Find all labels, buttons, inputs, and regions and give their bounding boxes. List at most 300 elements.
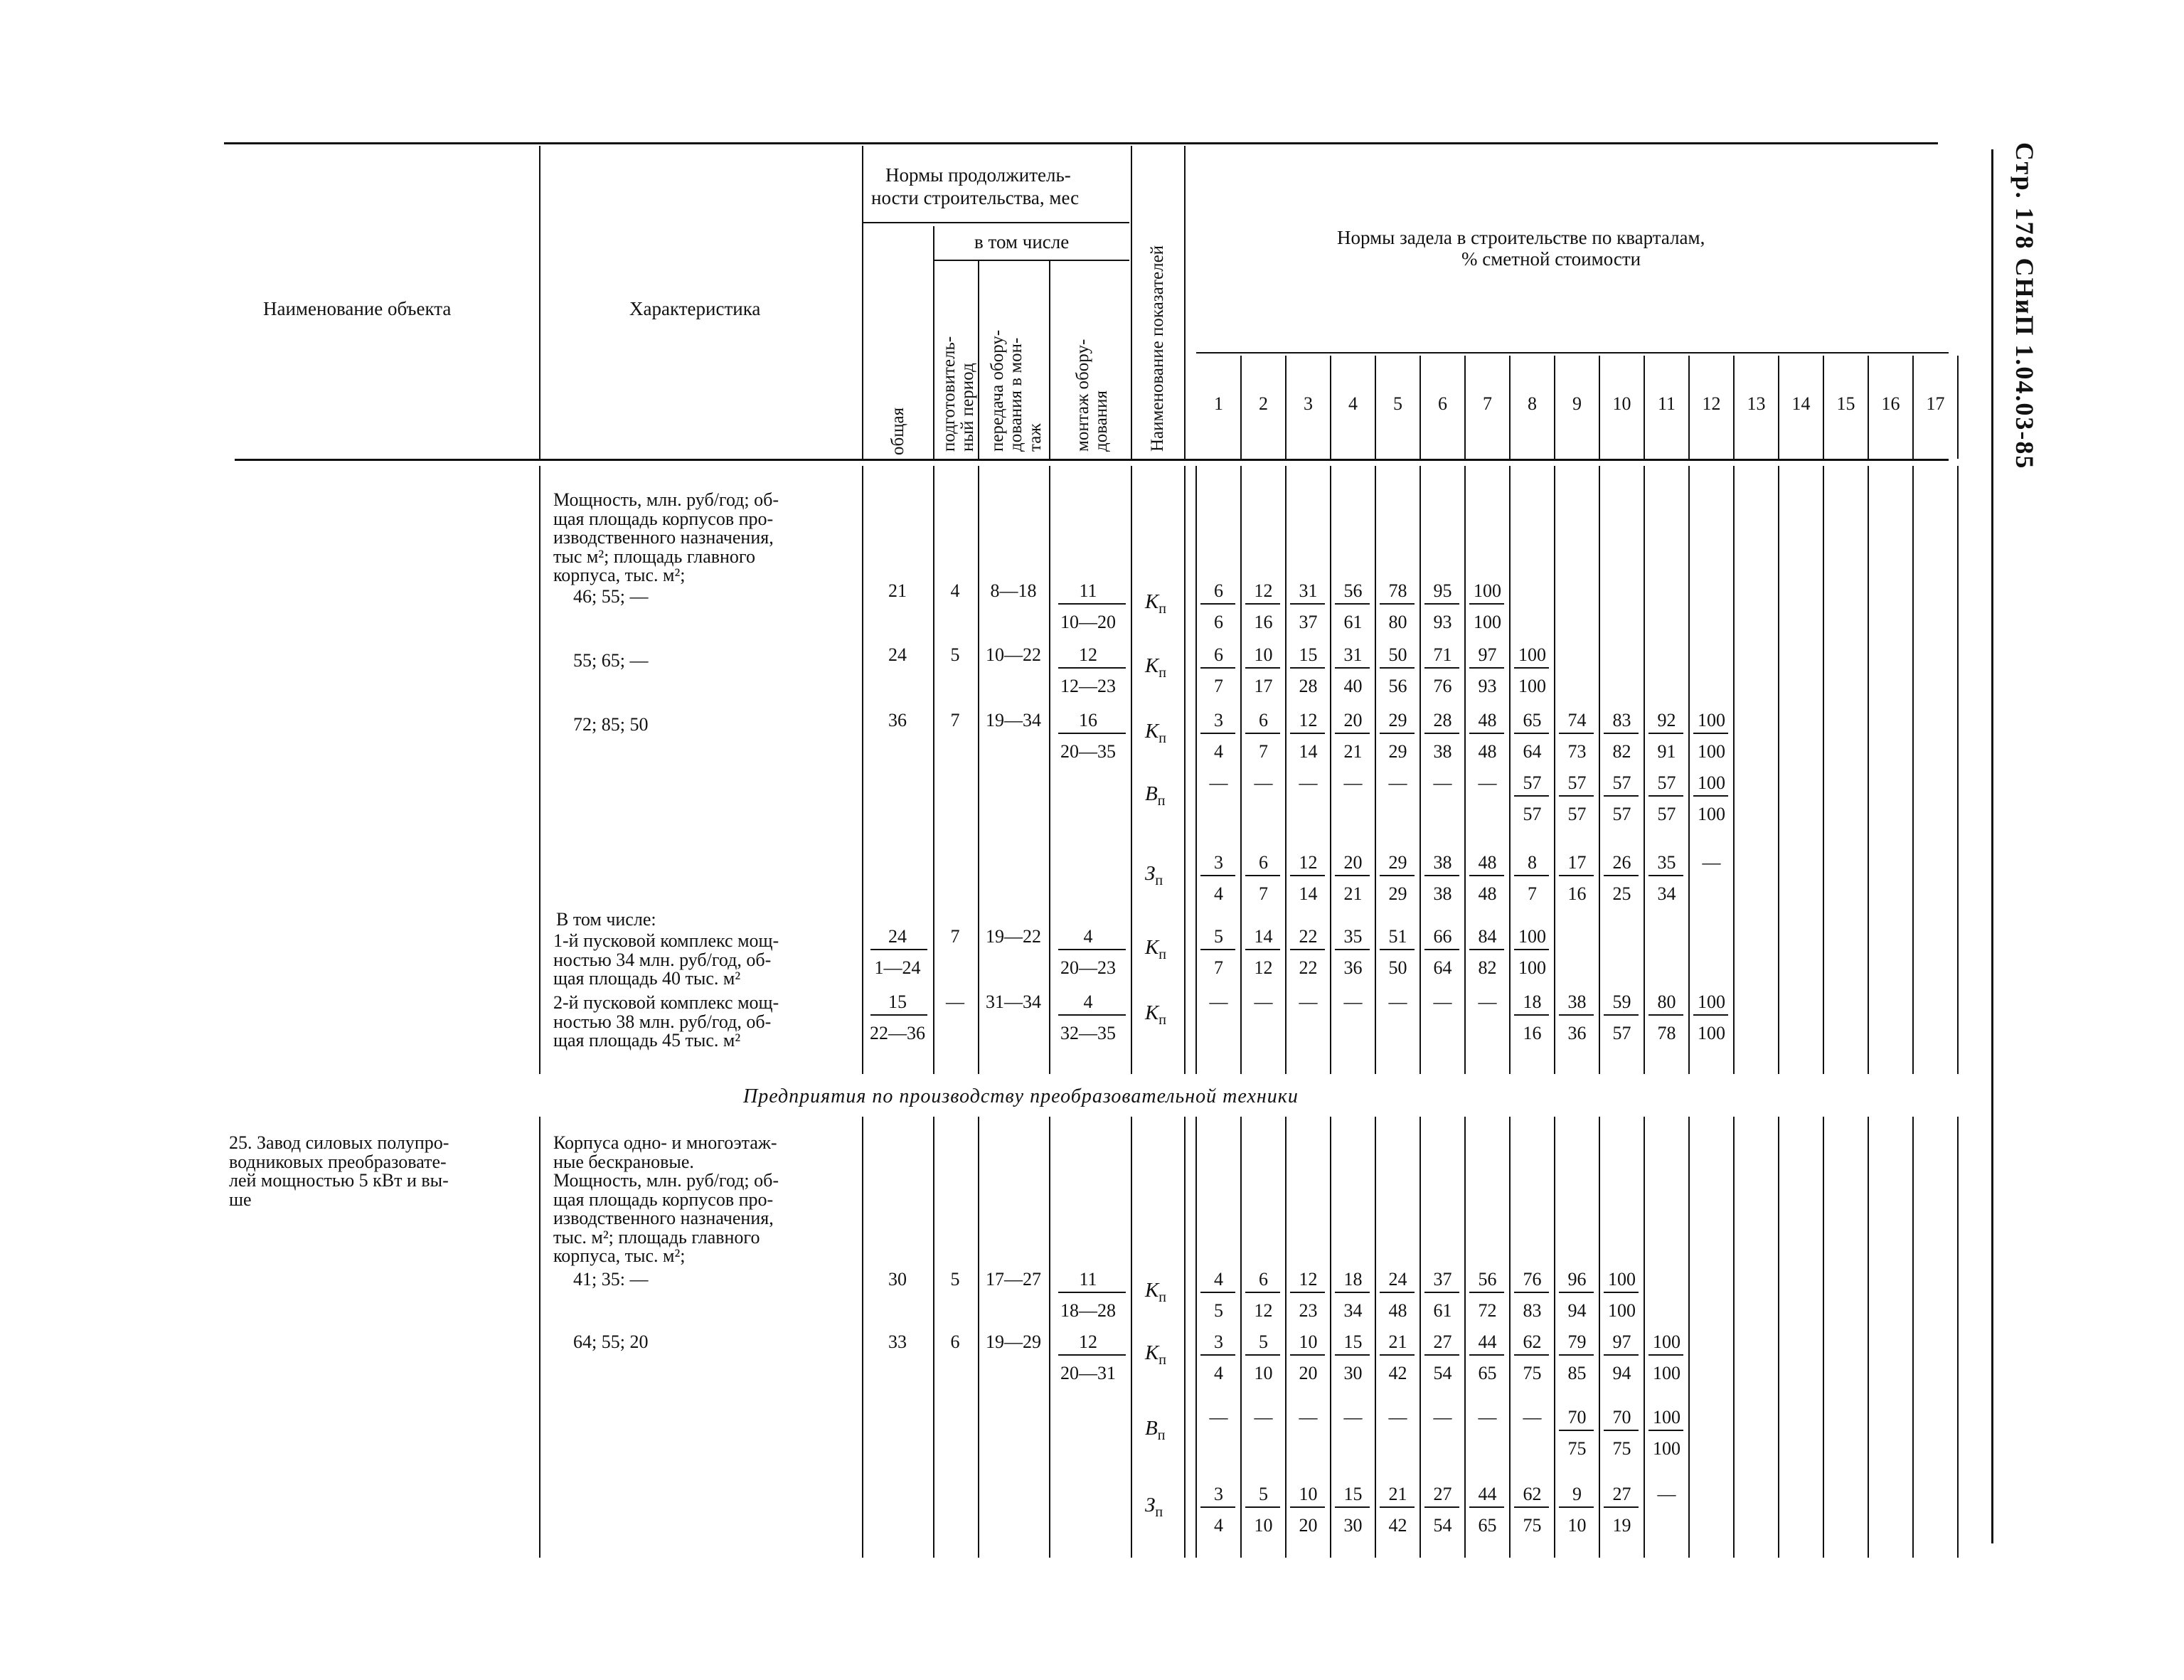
- block2-total: 30: [888, 1269, 907, 1290]
- block2-quarter-value: 65: [1478, 1515, 1497, 1536]
- block2-quarter-value: 94: [1567, 1300, 1587, 1321]
- block1-quarter-value: 29: [1388, 741, 1407, 762]
- fraction-rule: [1559, 1292, 1594, 1293]
- block1-transfer: 19—34: [986, 710, 1041, 730]
- block1-quarter-value: 26: [1612, 852, 1631, 873]
- block1-quarter-value: 100: [1698, 710, 1725, 730]
- column-rule: [1599, 466, 1600, 1074]
- block1-quarter-value: 38: [1433, 883, 1452, 904]
- block1-quarter-value: 3: [1214, 710, 1223, 730]
- block2-quarter-value: 5: [1214, 1300, 1223, 1321]
- block1-including: В том числе:: [556, 909, 656, 930]
- column-rule: [1195, 466, 1197, 1074]
- block1-quarter-value: 100: [1518, 926, 1546, 947]
- block1-quarter-value: 37: [1299, 612, 1318, 632]
- block2-indicator-symbol: $З_п$: [1145, 1494, 1163, 1520]
- fraction-rule: [1648, 1430, 1683, 1431]
- header-bottom-rule: [235, 459, 1949, 461]
- column-rule: [539, 466, 540, 1074]
- fraction-rule: [1514, 875, 1549, 876]
- block2-quarter-value: 10: [1299, 1331, 1318, 1352]
- block2-quarter-value: 100: [1608, 1300, 1636, 1321]
- block1-quarter-value: 15: [1299, 644, 1318, 665]
- block1-indicator-symbol: $З_п$: [1145, 862, 1163, 888]
- column-rule: [1868, 1117, 1869, 1558]
- header-duration-l2: ности строительства, мес: [871, 187, 1080, 208]
- block1-quarter-value: 38: [1433, 852, 1452, 873]
- block2-quarter-value: 75: [1523, 1515, 1542, 1536]
- block1-quarter-value: —: [1433, 772, 1452, 793]
- column-rule: [862, 1117, 863, 1558]
- quarter-header-12: 12: [1702, 393, 1721, 414]
- block2-indicator-symbol: $К_п$: [1145, 1279, 1166, 1305]
- block2-quarter-value: 12: [1299, 1269, 1318, 1290]
- fraction-rule: [1380, 949, 1415, 950]
- block1-quarter-value: 14: [1254, 926, 1273, 947]
- block1-quarter-value: 48: [1478, 710, 1497, 730]
- column-rule: [1957, 466, 1959, 1074]
- quarter-header-11: 11: [1657, 393, 1676, 414]
- block2-quarter-value: 42: [1388, 1515, 1407, 1536]
- fraction-rule: [1058, 1014, 1126, 1016]
- block1-quarter-value: 31: [1343, 644, 1363, 665]
- fraction-rule: [1290, 1354, 1325, 1356]
- block1-quarter-value: 78: [1657, 1023, 1676, 1043]
- fraction-rule: [1245, 1354, 1280, 1356]
- fraction-rule: [1290, 949, 1325, 950]
- fraction-rule: [1245, 875, 1280, 876]
- quarter-header-13: 13: [1747, 393, 1766, 414]
- block1-quarter-value: 78: [1388, 580, 1407, 601]
- fraction-rule: [1424, 949, 1459, 950]
- fraction-rule: [1604, 795, 1639, 797]
- fraction-rule: [1424, 875, 1459, 876]
- block1-install: 4: [1083, 991, 1093, 1012]
- block1-quarter-value: 35: [1343, 926, 1363, 947]
- quarter-header-15: 15: [1836, 393, 1855, 414]
- block2-quarter-value: 94: [1612, 1363, 1631, 1383]
- block2-quarter-value: 83: [1523, 1300, 1542, 1321]
- header-total: общая: [888, 407, 907, 455]
- block1-quarter-value: 48: [1478, 741, 1497, 762]
- block1-quarter-value: 97: [1478, 644, 1497, 665]
- fraction-rule: [1469, 949, 1504, 950]
- header-object-name: Наименование объекта: [263, 298, 452, 319]
- block1-quarter-value: 71: [1433, 644, 1452, 665]
- block2-install: 12: [1079, 1331, 1097, 1352]
- fraction-rule: [1648, 1354, 1683, 1356]
- fraction-rule: [1424, 733, 1459, 734]
- block1-quarter-value: 57: [1612, 772, 1631, 793]
- block2-indicator-symbol: $К_п$: [1145, 1341, 1166, 1368]
- header-backlog-l1: Нормы задела в строительстве по кварталам,: [1337, 227, 1705, 248]
- fraction-rule: [1514, 1506, 1549, 1508]
- fraction-rule: [1380, 733, 1415, 734]
- quarter-header-8: 8: [1528, 393, 1537, 414]
- block1-quarter-value: 12: [1299, 852, 1318, 873]
- block2-quarter-value: 18: [1343, 1269, 1363, 1290]
- block2-object-name: 25. Завод силовых полупро- водниковых преобразовате- лей мощностью 5 кВт и вы- ше: [229, 1132, 449, 1210]
- block1-quarter-value: 29: [1388, 710, 1407, 730]
- block2-quarter-value: 12: [1254, 1300, 1273, 1321]
- block2-install: 11: [1079, 1269, 1097, 1290]
- block1-quarter-value: 6: [1214, 644, 1223, 665]
- block1-quarter-value: 5: [1214, 926, 1223, 947]
- block1-quarter-value: 14: [1299, 741, 1318, 762]
- fraction-rule: [1469, 733, 1504, 734]
- fraction-rule: [1380, 667, 1415, 669]
- fraction-rule: [1469, 1354, 1504, 1356]
- quarter-header-5: 5: [1393, 393, 1402, 414]
- block1-quarter-value: 18: [1523, 991, 1542, 1012]
- fraction-rule: [1424, 603, 1459, 605]
- block1-quarter-value: 6: [1214, 580, 1223, 601]
- block1-variant-3: 72; 85; 50: [573, 714, 649, 735]
- block1-quarter-value: 20: [1343, 710, 1363, 730]
- block1-prep: 5: [950, 644, 960, 665]
- fraction-rule: [1290, 875, 1325, 876]
- block1-quarter-value: 50: [1388, 644, 1407, 665]
- block1-quarter-value: 95: [1433, 580, 1452, 601]
- fraction-rule: [1380, 1354, 1415, 1356]
- block1-quarter-value: 65: [1523, 710, 1542, 730]
- block1-quarter-value: 57: [1567, 772, 1587, 793]
- block1-quarter-value: 7: [1528, 883, 1537, 904]
- block1-indicator-symbol: $К_п$: [1145, 1001, 1166, 1028]
- column-rule: [1049, 466, 1050, 1074]
- fraction-rule: [1559, 1014, 1594, 1016]
- column-rule: [1778, 1117, 1779, 1558]
- column-rule: [1644, 466, 1645, 1074]
- block1-quarter-value: 35: [1657, 852, 1676, 873]
- block2-quarter-value: 23: [1299, 1300, 1318, 1321]
- block1-quarter-value: 100: [1474, 580, 1501, 601]
- fraction-rule: [1604, 733, 1639, 734]
- fraction-rule: [1648, 795, 1683, 797]
- block1-quarter-value: 93: [1478, 676, 1497, 696]
- column-rule: [1688, 466, 1690, 1074]
- block2-quarter-value: 48: [1388, 1300, 1407, 1321]
- section-title: Предприятия по производству преобразовательной техники: [743, 1085, 1299, 1107]
- fraction-rule: [1469, 667, 1504, 669]
- block1-quarter-value: —: [1209, 772, 1228, 793]
- block2-quarter-value: —: [1388, 1407, 1407, 1428]
- block1-quarter-value: 56: [1343, 580, 1363, 601]
- block2-quarter-value: 75: [1567, 1438, 1587, 1459]
- column-rule: [1131, 1117, 1132, 1558]
- block1-install: 20—35: [1060, 741, 1116, 762]
- fraction-rule: [1380, 603, 1415, 605]
- quarter-header-17: 17: [1926, 393, 1945, 414]
- block2-quarter-value: 61: [1433, 1300, 1452, 1321]
- block1-quarter-value: 7: [1214, 957, 1223, 978]
- block1-variant-1: 46; 55; —: [573, 586, 649, 607]
- block2-quarter-value: 5: [1259, 1484, 1268, 1504]
- block1-quarter-value: 4: [1214, 741, 1223, 762]
- block1-quarter-value: 21: [1343, 741, 1363, 762]
- block2-variant-1: 41; 35: —: [573, 1269, 649, 1290]
- block1-quarter-value: 80: [1388, 612, 1407, 632]
- column-rule: [1823, 466, 1824, 1074]
- block1-quarter-value: 48: [1478, 883, 1497, 904]
- block2-quarter-value: 44: [1478, 1331, 1497, 1352]
- block1-total: 22—36: [870, 1023, 925, 1043]
- block1-quarter-value: 22: [1299, 957, 1318, 978]
- column-rule: [1509, 466, 1511, 1074]
- quarter-header-16: 16: [1881, 393, 1900, 414]
- fraction-rule: [1335, 733, 1370, 734]
- column-rule: [1375, 466, 1376, 1074]
- header-indicator: Наименование показателей: [1148, 245, 1167, 452]
- block2-quarter-value: 70: [1612, 1407, 1631, 1428]
- block1-quarter-value: —: [1254, 772, 1273, 793]
- column-rule: [1184, 466, 1186, 1074]
- block2-quarter-value: 62: [1523, 1484, 1542, 1504]
- block2-quarter-value: —: [1299, 1407, 1318, 1428]
- block2-transfer: 19—29: [986, 1331, 1041, 1352]
- quarter-header-2: 2: [1259, 393, 1268, 414]
- block1-quarter-value: 7: [1259, 883, 1268, 904]
- fraction-rule: [1559, 1430, 1594, 1431]
- block2-quarter-value: 3: [1214, 1331, 1223, 1352]
- fraction-rule: [1648, 1014, 1683, 1016]
- quarter-header-1: 1: [1214, 393, 1223, 414]
- block1-quarter-value: 40: [1343, 676, 1363, 696]
- block2-quarter-value: —: [1254, 1407, 1273, 1428]
- block1-quarter-value: —: [1702, 852, 1721, 873]
- header-prep: подготовитель- ный период: [939, 336, 978, 452]
- block1-quarter-value: —: [1388, 772, 1407, 793]
- fraction-rule: [1335, 1292, 1370, 1293]
- block1-quarter-value: 100: [1518, 644, 1546, 665]
- block2-quarter-value: 72: [1478, 1300, 1497, 1321]
- fraction-rule: [1693, 795, 1728, 797]
- block1-quarter-value: 28: [1299, 676, 1318, 696]
- block2-quarter-value: 20: [1299, 1363, 1318, 1383]
- block1-quarter-value: 100: [1698, 741, 1725, 762]
- column-rule: [1419, 466, 1421, 1074]
- column-rule: [1778, 466, 1779, 1074]
- block2-quarter-value: 15: [1343, 1331, 1363, 1352]
- block1-quarter-value: —: [1478, 772, 1497, 793]
- fraction-rule: [1604, 875, 1639, 876]
- block2-quarter-value: 6: [1259, 1269, 1268, 1290]
- column-rule: [1184, 1117, 1186, 1558]
- block2-quarter-value: 42: [1388, 1363, 1407, 1383]
- block1-quarter-value: 73: [1567, 741, 1587, 762]
- block1-quarter-value: 100: [1518, 676, 1546, 696]
- block2-quarter-value: 30: [1343, 1363, 1363, 1383]
- block1-indicator-symbol: $К_п$: [1145, 590, 1166, 617]
- column-rule: [1912, 1117, 1914, 1558]
- block2-quarter-value: 4: [1214, 1363, 1223, 1383]
- column-rule: [1240, 466, 1242, 1074]
- fraction-rule: [1604, 1506, 1639, 1508]
- header-backlog-l2: % сметной стоимости: [1461, 248, 1641, 270]
- block2-quarter-value: —: [1209, 1407, 1228, 1428]
- block1-quarter-value: 6: [1214, 612, 1223, 632]
- fraction-rule: [1058, 1292, 1126, 1293]
- block1-quarter-value: 6: [1259, 710, 1268, 730]
- right-rule: [1991, 149, 1993, 1543]
- column-rule: [1554, 466, 1555, 1074]
- block2-quarter-value: 5: [1259, 1331, 1268, 1352]
- fraction-rule: [870, 949, 927, 950]
- fraction-rule: [1245, 1292, 1280, 1293]
- block1-quarter-value: 8: [1528, 852, 1537, 873]
- block1-quarter-value: —: [1343, 772, 1363, 793]
- fraction-rule: [1424, 1354, 1459, 1356]
- block1-quarter-value: 80: [1657, 991, 1676, 1012]
- block1-transfer: 19—22: [986, 926, 1041, 947]
- block2-quarter-value: 10: [1254, 1515, 1273, 1536]
- fraction-rule: [1245, 1506, 1280, 1508]
- page-header: Стр. 178 СНиП 1.04.03-85: [2010, 142, 2039, 470]
- block1-quarter-value: —: [1478, 991, 1497, 1012]
- block2-quarter-value: 97: [1612, 1331, 1631, 1352]
- block1-total: 15: [888, 991, 907, 1012]
- fraction-rule: [1514, 667, 1549, 669]
- fraction-rule: [1648, 875, 1683, 876]
- column-rule: [978, 466, 979, 1074]
- header-including: в том числе: [974, 231, 1070, 252]
- block2-quarter-value: —: [1523, 1407, 1542, 1428]
- fraction-rule: [1514, 1354, 1549, 1356]
- fraction-rule: [1335, 1506, 1370, 1508]
- block1-quarter-value: —: [1299, 772, 1318, 793]
- block1-variant-2: 55; 65; —: [573, 650, 649, 671]
- fraction-rule: [1245, 667, 1280, 669]
- block2-quarter-value: 54: [1433, 1515, 1452, 1536]
- block2-total: 33: [888, 1331, 907, 1352]
- fraction-rule: [1200, 949, 1235, 950]
- block2-quarter-value: —: [1343, 1407, 1363, 1428]
- block1-quarter-value: 57: [1657, 772, 1676, 793]
- block1-quarter-value: 82: [1612, 741, 1631, 762]
- block1-indicator-symbol: $К_п$: [1145, 654, 1166, 681]
- block1-quarter-value: 36: [1567, 1023, 1587, 1043]
- block1-total: 36: [888, 710, 907, 730]
- block1-indicator-symbol: $К_п$: [1145, 936, 1166, 962]
- block1-quarter-value: 22: [1299, 926, 1318, 947]
- fraction-rule: [870, 1014, 927, 1016]
- block2-quarter-value: 21: [1388, 1484, 1407, 1504]
- fraction-rule: [1200, 1354, 1235, 1356]
- fraction-rule: [1200, 733, 1235, 734]
- block1-complex2: 2-й пусковой комплекс мощ- ностью 38 млн. руб/год, об- щая площадь 45 тыс. м²: [553, 992, 779, 1051]
- block2-quarter-value: 30: [1343, 1515, 1363, 1536]
- fraction-rule: [1200, 667, 1235, 669]
- column-rule: [1733, 466, 1735, 1074]
- column-rule: [862, 466, 863, 1074]
- fraction-rule: [1245, 733, 1280, 734]
- block1-quarter-value: 21: [1343, 883, 1363, 904]
- block1-quarter-value: 20: [1343, 852, 1363, 873]
- block2-quarter-value: 75: [1523, 1363, 1542, 1383]
- block2-quarter-value: 100: [1653, 1438, 1680, 1459]
- column-rule: [933, 466, 934, 1074]
- block2-quarter-value: 19: [1612, 1515, 1631, 1536]
- fraction-rule: [1424, 1292, 1459, 1293]
- fraction-rule: [1559, 875, 1594, 876]
- block2-prep: 5: [950, 1269, 960, 1290]
- block1-indicator-symbol: $В_п$: [1145, 782, 1166, 809]
- block2-quarter-value: 62: [1523, 1331, 1542, 1352]
- fraction-rule: [1604, 1292, 1639, 1293]
- block1-quarter-value: 92: [1657, 710, 1676, 730]
- fraction-rule: [1290, 667, 1325, 669]
- block2-quarter-value: 34: [1343, 1300, 1363, 1321]
- block1-quarter-value: 34: [1657, 883, 1676, 904]
- block2-variant-2: 64; 55; 20: [573, 1331, 649, 1352]
- block1-quarter-value: 100: [1698, 772, 1725, 793]
- block1-quarter-value: 57: [1657, 804, 1676, 824]
- fraction-rule: [1604, 1430, 1639, 1431]
- block1-quarter-value: 91: [1657, 741, 1676, 762]
- column-rule: [1464, 466, 1466, 1074]
- fraction-rule: [1514, 949, 1549, 950]
- block1-transfer: 10—22: [986, 644, 1041, 665]
- fraction-rule: [1424, 667, 1459, 669]
- block2-install: 18—28: [1060, 1300, 1116, 1321]
- block1-quarter-value: 7: [1259, 741, 1268, 762]
- block1-quarter-value: 29: [1388, 883, 1407, 904]
- fraction-rule: [1559, 1354, 1594, 1356]
- block1-quarter-value: 100: [1518, 957, 1546, 978]
- column-rule: [1823, 1117, 1824, 1558]
- block1-quarter-value: 51: [1388, 926, 1407, 947]
- block1-total: 1—24: [874, 957, 921, 978]
- fraction-rule: [1290, 603, 1325, 605]
- fraction-rule: [1648, 733, 1683, 734]
- fraction-rule: [1335, 667, 1370, 669]
- fraction-rule: [1693, 733, 1728, 734]
- column-rule: [539, 1117, 540, 1558]
- block2-quarter-value: 10: [1254, 1363, 1273, 1383]
- block1-quarter-value: 29: [1388, 852, 1407, 873]
- block1-quarter-value: 100: [1698, 1023, 1725, 1043]
- block1-quarter-value: 66: [1433, 926, 1452, 947]
- block1-quarter-value: 57: [1567, 804, 1587, 824]
- block1-quarter-value: —: [1299, 991, 1318, 1012]
- fraction-rule: [1058, 1354, 1126, 1356]
- block1-quarter-value: 16: [1254, 612, 1273, 632]
- block2-quarter-value: 10: [1567, 1515, 1587, 1536]
- block1-quarter-value: —: [1388, 991, 1407, 1012]
- block2-quarter-value: 3: [1214, 1484, 1223, 1504]
- block1-quarter-value: 36: [1343, 957, 1363, 978]
- block1-quarter-value: 4: [1214, 883, 1223, 904]
- fraction-rule: [1514, 1292, 1549, 1293]
- block2-characteristic: Корпуса одно- и многоэтаж- ные бескрановые. Мощность, млн. руб/год; об- щая площадь корпусов про- изводственного назначения, тыс. м²; площадь главного корпуса, тыс. м²;: [553, 1132, 779, 1267]
- block1-quarter-value: 83: [1612, 710, 1631, 730]
- fraction-rule: [1335, 603, 1370, 605]
- fraction-rule: [1380, 1506, 1415, 1508]
- fraction-rule: [1514, 795, 1549, 797]
- block1-total: 24: [888, 926, 907, 947]
- block2-quarter-value: 100: [1653, 1363, 1680, 1383]
- block1-quarter-value: 38: [1433, 741, 1452, 762]
- fraction-rule: [1469, 1292, 1504, 1293]
- block1-quarter-value: 82: [1478, 957, 1497, 978]
- table-top-rule: [224, 142, 1938, 144]
- block1-total: 21: [888, 580, 907, 601]
- fraction-rule: [1469, 875, 1504, 876]
- block1-install: 4: [1083, 926, 1093, 947]
- column-rule: [1957, 1117, 1959, 1558]
- fraction-rule: [1559, 1506, 1594, 1508]
- header-transfer: передача обору- дования в мон- таж: [988, 329, 1045, 452]
